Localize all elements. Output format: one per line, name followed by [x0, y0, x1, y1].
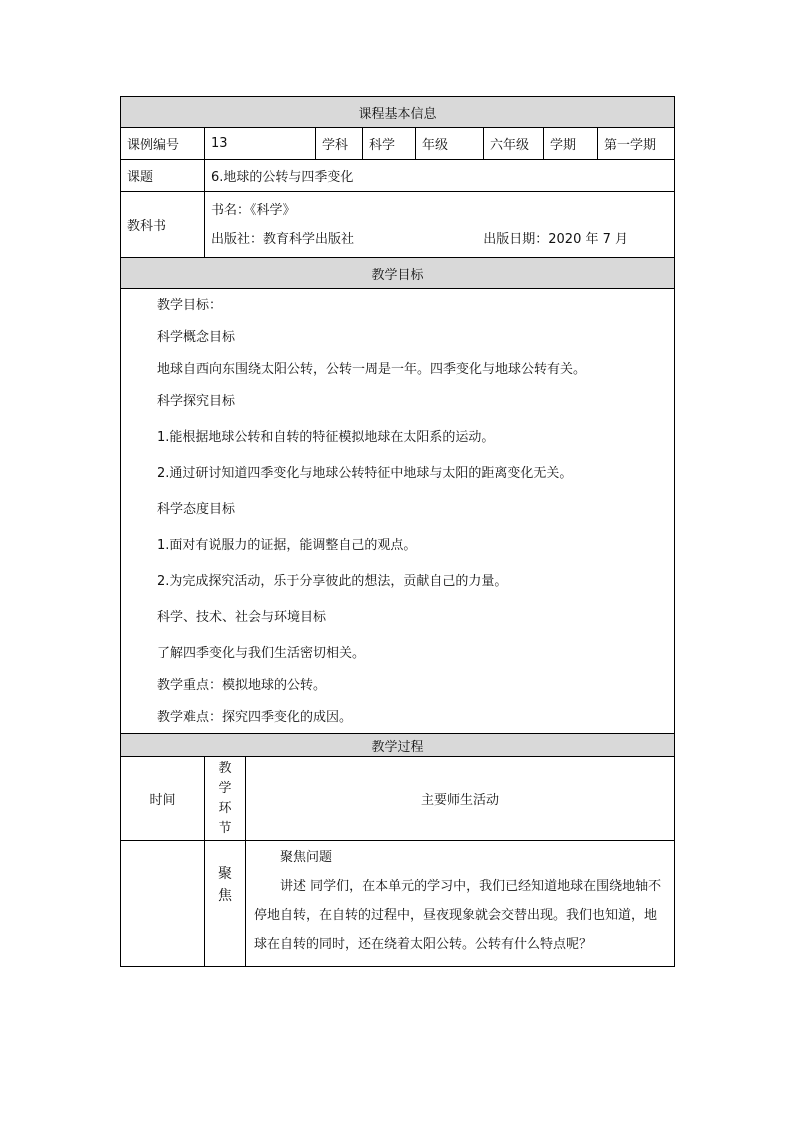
objective-line: 了解四季变化与我们生活密切相关。	[157, 646, 366, 661]
objectives-header: 教学目标	[121, 258, 675, 289]
publication-date: 出版日期：2020 年 7 月	[483, 231, 629, 247]
activity-title: 聚焦问题	[280, 850, 333, 865]
book-name: 书名：《科学》	[211, 202, 296, 218]
objective-line: 2.为完成探究活动，乐于分享彼此的想法，贡献自己的力量。	[157, 574, 508, 589]
objective-line: 1.面对有说服力的证据，能调整自己的观点。	[157, 538, 417, 553]
lesson-plan-table	[120, 96, 675, 967]
objective-line: 科学探究目标	[157, 394, 236, 409]
objective-line: 科学、技术、社会与环境目标	[157, 610, 327, 625]
term-value: 第一学期	[598, 128, 675, 160]
stage-label	[205, 757, 246, 841]
lesson-no-label: 课例编号	[121, 128, 205, 160]
activity-label: 主要师生活动	[246, 757, 675, 841]
objective-line: 科学态度目标	[157, 502, 236, 517]
objective-line: 教学目标：	[157, 298, 223, 313]
publisher-line	[211, 225, 668, 254]
subject-value: 科学	[363, 128, 416, 160]
stage-cell	[205, 841, 246, 967]
textbook-cell	[205, 192, 675, 258]
topic-value: 6.地球的公转与四季变化	[205, 160, 675, 192]
term-label: 学期	[544, 128, 598, 160]
activity-cell	[246, 841, 675, 967]
lesson-no-value: 13	[205, 128, 316, 160]
time-cell	[121, 841, 205, 967]
objective-line: 2.通过研讨知道四季变化与地球公转特征中地球与太阳的距离变化无关。	[157, 466, 573, 481]
lesson-plan-page	[120, 96, 674, 967]
publisher: 出版社：教育科学出版社	[211, 231, 355, 247]
objective-line: 教学难点：探究四季变化的成因。	[157, 710, 353, 725]
stage-label-text: 教学环节	[218, 760, 232, 836]
activity-text: 讲述 同学们，在本单元的学习中，我们已经知道地球在围绕地轴不停地自转，在自转的过程中，昼夜现象就会交替出现。我们也知道，地球在自转的同时，还在绕着太阳公转。公转有什么特点呢？	[254, 879, 662, 952]
time-label: 时间	[121, 757, 205, 841]
objective-line: 1.能根据地球公转和自转的特征模拟地球在太阳系的运动。	[157, 430, 495, 445]
grade-value: 六年级	[484, 128, 544, 160]
objective-line: 教学重点：模拟地球的公转。	[157, 678, 327, 693]
subject-label: 学科	[316, 128, 363, 160]
objectives-body	[121, 289, 675, 734]
process-header: 教学过程	[121, 734, 675, 757]
objective-line: 地球自西向东围绕太阳公转，公转一周是一年。四季变化与地球公转有关。	[157, 362, 587, 377]
textbook-label: 教科书	[121, 192, 205, 258]
grade-label: 年级	[416, 128, 484, 160]
objective-line: 科学概念目标	[157, 330, 236, 345]
stage-name: 聚焦	[218, 866, 232, 904]
topic-label: 课题	[121, 160, 205, 192]
course-info-header: 课程基本信息	[121, 97, 675, 128]
